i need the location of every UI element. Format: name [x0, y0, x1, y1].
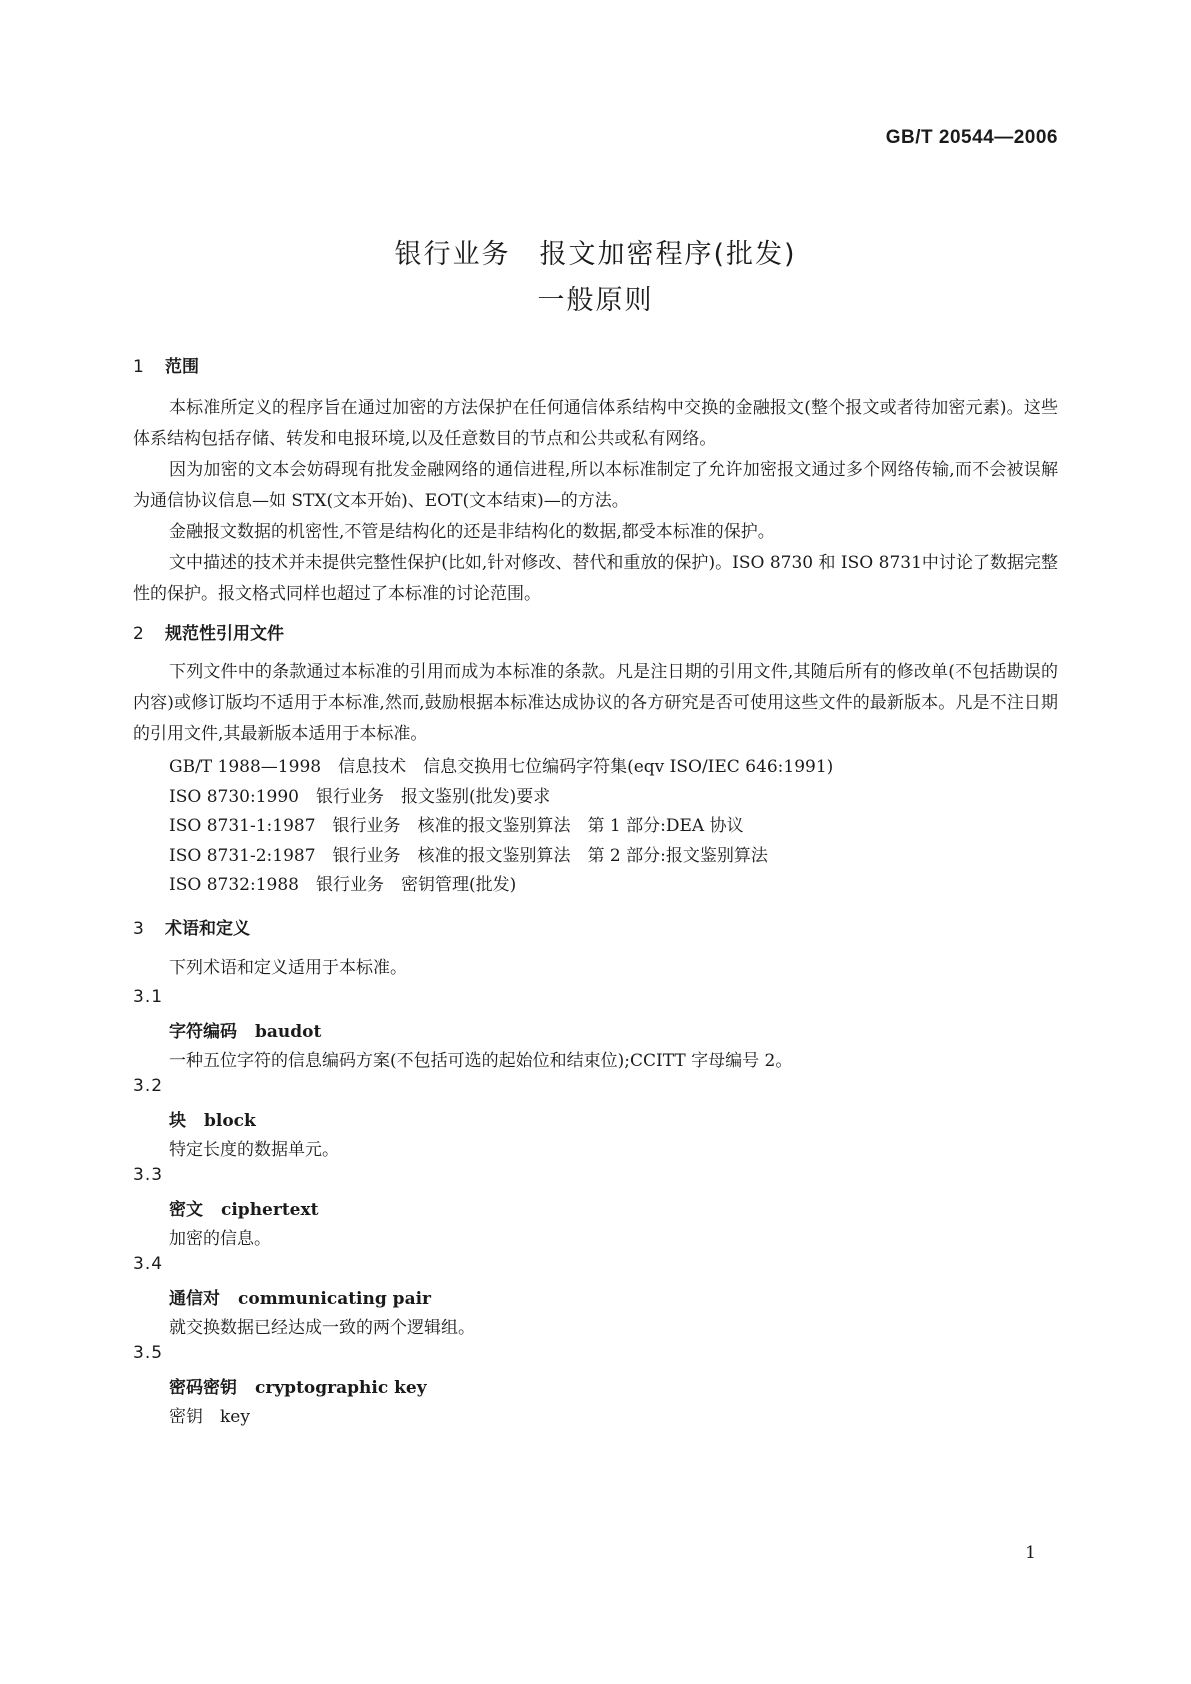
term-number: 3.5 [133, 1343, 164, 1363]
paragraph: 因为加密的文本会妨碍现有批发金融网络的通信进程,所以本标准制定了允许加密报文通过多个网络传输,而不会被误解为通信协议信息—如 STX(文本开始)、EOT(文本结束)—的方法。 [133, 460, 1058, 511]
term-definition: 一种五位字符的信息编码方案(不包括可选的起始位和结束位);CCITT 字母编号 2。 [169, 1051, 793, 1071]
document-subtitle: 一般原则 [537, 285, 654, 316]
reference-item: ISO 8730:1990 银行业务 报文鉴别(批发)要求 [169, 787, 551, 807]
reference-item: GB/T 1988—1998 信息技术 信息交换用七位编码字符集(eqv ISO/IEC 646:1991) [169, 757, 834, 777]
term-definition: 密钥 key [169, 1407, 250, 1427]
term-entry [169, 1195, 318, 1220]
reference-item: ISO 8731-1:1987 银行业务 核准的报文鉴别算法 第 1 部分:DEA 协议 [169, 816, 744, 836]
section-number: 2 [133, 624, 144, 644]
section-title: 规范性引用文件 [165, 624, 284, 644]
section-number: 1 [133, 357, 144, 377]
term-number: 3.3 [133, 1165, 164, 1185]
section-heading-scope [133, 352, 199, 377]
page-number: 1 [1025, 1543, 1036, 1563]
term-zh: 字符编码 [169, 1022, 237, 1042]
section-heading-normative-references [133, 619, 284, 644]
term-number: 3.4 [133, 1254, 164, 1274]
term-entry [169, 1284, 431, 1309]
term-zh: 块 [169, 1111, 186, 1131]
term-entry [169, 1106, 256, 1131]
term-number: 3.2 [133, 1076, 164, 1096]
term-entry [169, 1017, 321, 1042]
section-title: 术语和定义 [165, 919, 250, 939]
section-title: 范围 [165, 357, 199, 377]
standard-code: GB/T 20544—2006 [885, 127, 1058, 148]
term-number: 3.1 [133, 987, 164, 1007]
paragraph: 文中描述的技术并未提供完整性保护(比如,针对修改、替代和重放的保护)。ISO 8730 和 ISO 8731中讨论了数据完整性的保护。报文格式同样也超过了本标准的讨论范围。 [133, 553, 1058, 604]
term-en: communicating pair [238, 1289, 432, 1309]
term-definition: 特定长度的数据单元。 [169, 1140, 339, 1160]
paragraph: 金融报文数据的机密性,不管是结构化的还是非结构化的数据,都受本标准的保护。 [169, 522, 775, 542]
term-definition: 加密的信息。 [169, 1229, 271, 1249]
term-zh: 密文 [169, 1200, 203, 1220]
term-entry [169, 1373, 427, 1398]
paragraph: 下列文件中的条款通过本标准的引用而成为本标准的条款。凡是注日期的引用文件,其随后所有的修改单(不包括勘误的内容)或修订版均不适用于本标准,然而,鼓励根据本标准达成协议的各方研究是否可使用这些文件的最新版本。凡是不注日期的引用文件,其最新版本适用于本标准。 [133, 662, 1058, 744]
term-zh: 通信对 [169, 1289, 220, 1309]
section-number: 3 [133, 919, 144, 939]
document-title: 银行业务 报文加密程序(批发) [394, 239, 797, 270]
term-en: baudot [255, 1022, 322, 1042]
term-definition: 就交换数据已经达成一致的两个逻辑组。 [169, 1318, 475, 1338]
section-heading-terms [133, 914, 250, 939]
term-en: cryptographic key [255, 1378, 427, 1398]
term-en: ciphertext [221, 1200, 319, 1220]
reference-item: ISO 8731-2:1987 银行业务 核准的报文鉴别算法 第 2 部分:报文鉴别算法 [169, 846, 768, 866]
term-en: block [204, 1111, 256, 1131]
paragraph: 下列术语和定义适用于本标准。 [169, 958, 407, 978]
reference-item: ISO 8732:1988 银行业务 密钥管理(批发) [169, 875, 517, 895]
term-zh: 密码密钥 [169, 1378, 237, 1398]
paragraph: 本标准所定义的程序旨在通过加密的方法保护在任何通信体系结构中交换的金融报文(整个报文或者待加密元素)。这些体系结构包括存储、转发和电报环境,以及任意数目的节点和公共或私有网络。 [133, 398, 1058, 449]
